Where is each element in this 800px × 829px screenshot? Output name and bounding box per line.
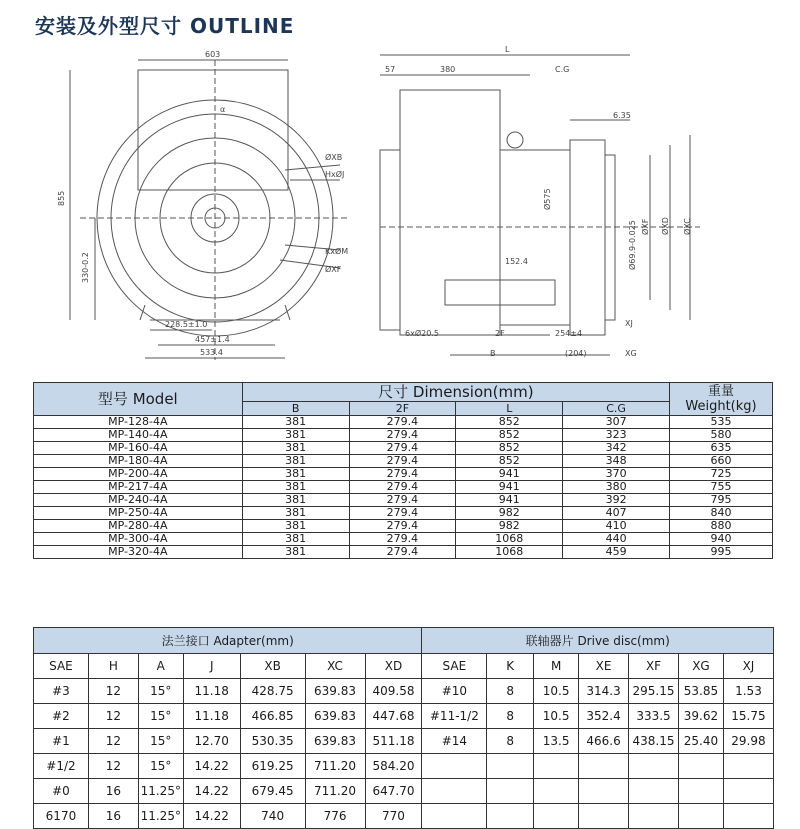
adapter-cell: 11.25°	[138, 804, 183, 829]
adapter-cell: 428.75	[240, 679, 305, 704]
disc-cell	[723, 754, 773, 779]
adapter-cell: 679.45	[240, 779, 305, 804]
svg-text:254±4: 254±4	[555, 329, 583, 338]
table-cell: MP-200-4A	[34, 468, 243, 481]
svg-text:HxØJ: HxØJ	[325, 170, 345, 179]
svg-text:L: L	[505, 45, 510, 54]
disc-cell	[678, 754, 723, 779]
adapter-cell: 14.22	[183, 804, 240, 829]
adapter-col-header: XD	[365, 654, 422, 679]
table-row	[34, 704, 774, 729]
adapter-cell: 15°	[138, 754, 183, 779]
table-row	[34, 429, 773, 442]
table-row	[34, 520, 773, 533]
table-cell: 279.4	[349, 546, 456, 559]
table-cell: 795	[670, 494, 773, 507]
svg-text:C.G: C.G	[555, 65, 570, 74]
table-cell: 459	[563, 546, 670, 559]
adapter-cell: 16	[88, 779, 138, 804]
disc-cell: 15.75	[723, 704, 773, 729]
table-cell: 381	[242, 520, 349, 533]
disc-cell: 1.53	[723, 679, 773, 704]
table-row	[34, 804, 774, 829]
svg-text:α: α	[220, 105, 226, 114]
disc-cell: 53.85	[678, 679, 723, 704]
disc-cell	[422, 754, 487, 779]
table-cell: 995	[670, 546, 773, 559]
disc-cell	[534, 754, 579, 779]
table-cell: MP-320-4A	[34, 546, 243, 559]
adapter-cell: 12	[88, 754, 138, 779]
adapter-cell: 639.83	[305, 704, 365, 729]
svg-text:152.4: 152.4	[505, 257, 528, 266]
disc-cell: 352.4	[579, 704, 629, 729]
table-row	[34, 679, 774, 704]
table-cell: 381	[242, 546, 349, 559]
col-cg: C.G	[563, 402, 670, 416]
disc-col-header: SAE	[422, 654, 487, 679]
disc-cell: 39.62	[678, 704, 723, 729]
adapter-cell: 16	[88, 804, 138, 829]
adapter-cell: 647.70	[365, 779, 422, 804]
svg-text:603: 603	[205, 50, 221, 59]
disc-cell: 25.40	[678, 729, 723, 754]
adapter-cell: 776	[305, 804, 365, 829]
disc-cell	[629, 779, 679, 804]
weight-header	[670, 383, 773, 416]
disc-cell: 8	[487, 704, 534, 729]
table-cell: MP-160-4A	[34, 442, 243, 455]
table-cell: 852	[456, 455, 563, 468]
disc-col-header: XF	[629, 654, 679, 679]
weight-header-en: Weight(kg)	[685, 399, 757, 414]
table-cell: 279.4	[349, 468, 456, 481]
adapter-cell: #1	[34, 729, 89, 754]
table-cell: 279.4	[349, 507, 456, 520]
disc-header: 联轴器片 Drive disc(mm)	[422, 628, 774, 654]
disc-cell: 438.15	[629, 729, 679, 754]
table-cell: 381	[242, 533, 349, 546]
adapter-cell: 11.18	[183, 679, 240, 704]
table-cell: 852	[456, 429, 563, 442]
col-l: L	[456, 402, 563, 416]
table-cell: 279.4	[349, 429, 456, 442]
table-row	[34, 533, 773, 546]
disc-cell: 314.3	[579, 679, 629, 704]
table-cell: 840	[670, 507, 773, 520]
table-cell: 381	[242, 442, 349, 455]
table-cell: 279.4	[349, 494, 456, 507]
weight-header-cn: 重量	[708, 384, 735, 399]
table-cell: MP-128-4A	[34, 416, 243, 429]
disc-cell	[487, 779, 534, 804]
table-cell: 940	[670, 533, 773, 546]
adapter-col-header: XC	[305, 654, 365, 679]
svg-text:6xØ20.5: 6xØ20.5	[405, 329, 439, 338]
adapter-cell: 12.70	[183, 729, 240, 754]
table-row	[34, 468, 773, 481]
dimension-table	[33, 382, 773, 559]
disc-cell: 8	[487, 729, 534, 754]
table-cell: 1068	[456, 533, 563, 546]
adapter-cell: #3	[34, 679, 89, 704]
adapter-cell: #0	[34, 779, 89, 804]
table-cell: 381	[242, 481, 349, 494]
svg-text:ØXF: ØXF	[325, 265, 342, 274]
disc-cell: #11-1/2	[422, 704, 487, 729]
table-cell: MP-300-4A	[34, 533, 243, 546]
adapter-col-header: XB	[240, 654, 305, 679]
disc-cell	[534, 779, 579, 804]
disc-cell: 466.6	[579, 729, 629, 754]
svg-text:XG: XG	[625, 349, 637, 358]
adapter-cell: 466.85	[240, 704, 305, 729]
svg-text:330-0.2: 330-0.2	[81, 252, 90, 283]
table-cell: 755	[670, 481, 773, 494]
disc-cell	[678, 779, 723, 804]
table-cell: 348	[563, 455, 670, 468]
adapter-cell: 409.58	[365, 679, 422, 704]
adapter-col-header: J	[183, 654, 240, 679]
disc-cell	[629, 754, 679, 779]
disc-cell	[422, 804, 487, 829]
table-cell: 635	[670, 442, 773, 455]
table-cell: 381	[242, 468, 349, 481]
table-cell: 381	[242, 429, 349, 442]
col-b: B	[242, 402, 349, 416]
adapter-cell: 619.25	[240, 754, 305, 779]
table-cell: MP-250-4A	[34, 507, 243, 520]
adapter-cell: 639.83	[305, 729, 365, 754]
svg-text:ØXF: ØXF	[641, 218, 650, 235]
disc-col-header: XJ	[723, 654, 773, 679]
adapter-cell: 14.22	[183, 754, 240, 779]
adapter-cell: 14.22	[183, 779, 240, 804]
adapter-cell: 530.35	[240, 729, 305, 754]
svg-text:(204): (204)	[565, 349, 587, 358]
table-row	[34, 416, 773, 429]
table-cell: 1068	[456, 546, 563, 559]
disc-cell	[678, 804, 723, 829]
table-cell: 279.4	[349, 442, 456, 455]
table-cell: 880	[670, 520, 773, 533]
disc-cell	[579, 779, 629, 804]
svg-text:Ø69.9-0.025: Ø69.9-0.025	[628, 220, 637, 270]
adapter-cell: 12	[88, 704, 138, 729]
disc-cell	[579, 754, 629, 779]
disc-cell	[629, 804, 679, 829]
table-cell: MP-240-4A	[34, 494, 243, 507]
page-title: 安装及外型尺寸 OUTLINE	[35, 14, 295, 38]
adapter-cell: 15°	[138, 729, 183, 754]
adapter-col-header: A	[138, 654, 183, 679]
disc-cell: 29.98	[723, 729, 773, 754]
table-cell: 725	[670, 468, 773, 481]
table-row	[34, 442, 773, 455]
table-cell: 660	[670, 455, 773, 468]
table-cell: 941	[456, 494, 563, 507]
table-cell: 982	[456, 507, 563, 520]
table-cell: 852	[456, 442, 563, 455]
table-cell: 381	[242, 507, 349, 520]
adapter-cell: #1/2	[34, 754, 89, 779]
table-cell: 380	[563, 481, 670, 494]
disc-cell	[487, 754, 534, 779]
svg-text:ØXB: ØXB	[325, 153, 343, 162]
adapter-cell: #2	[34, 704, 89, 729]
disc-cell	[534, 804, 579, 829]
svg-text:457±1.4: 457±1.4	[195, 335, 230, 344]
disc-cell	[487, 804, 534, 829]
adapter-cell: 770	[365, 804, 422, 829]
adapter-cell: 711.20	[305, 779, 365, 804]
svg-text:ØXC: ØXC	[683, 218, 692, 235]
dimension-header: 尺寸 Dimension(mm)	[242, 383, 669, 402]
table-cell: 381	[242, 455, 349, 468]
table-cell: 852	[456, 416, 563, 429]
table-cell: 982	[456, 520, 563, 533]
adapter-cell: 11.18	[183, 704, 240, 729]
table-cell: 407	[563, 507, 670, 520]
table-cell: 392	[563, 494, 670, 507]
table-cell: 381	[242, 494, 349, 507]
adapter-cell: 15°	[138, 704, 183, 729]
table-cell: 440	[563, 533, 670, 546]
adapter-cell: 511.18	[365, 729, 422, 754]
table-cell: 381	[242, 416, 349, 429]
table-cell: 279.4	[349, 416, 456, 429]
svg-text:228.5±1.0: 228.5±1.0	[165, 320, 208, 329]
disc-col-header: K	[487, 654, 534, 679]
table-cell: MP-180-4A	[34, 455, 243, 468]
table-row	[34, 494, 773, 507]
svg-text:Ø575: Ø575	[543, 188, 552, 210]
disc-col-header: M	[534, 654, 579, 679]
table-cell: 370	[563, 468, 670, 481]
disc-cell	[723, 804, 773, 829]
svg-text:6.35: 6.35	[613, 111, 631, 120]
adapter-disc-table	[33, 627, 774, 829]
table-cell: 279.4	[349, 533, 456, 546]
table-cell: 279.4	[349, 520, 456, 533]
adapter-cell: 15°	[138, 679, 183, 704]
outline-drawing	[50, 40, 770, 370]
disc-cell: 10.5	[534, 679, 579, 704]
disc-cell: #14	[422, 729, 487, 754]
disc-cell	[723, 779, 773, 804]
adapter-cell: 6170	[34, 804, 89, 829]
adapter-cell: 12	[88, 729, 138, 754]
col-2f: 2F	[349, 402, 456, 416]
disc-col-header: XG	[678, 654, 723, 679]
adapter-cell: 447.68	[365, 704, 422, 729]
table-cell: 279.4	[349, 455, 456, 468]
table-cell: MP-280-4A	[34, 520, 243, 533]
svg-text:533.4: 533.4	[200, 348, 223, 357]
table-row	[34, 729, 774, 754]
adapter-cell: 584.20	[365, 754, 422, 779]
table-cell: 323	[563, 429, 670, 442]
table-cell: 342	[563, 442, 670, 455]
disc-cell	[579, 804, 629, 829]
disc-cell: 13.5	[534, 729, 579, 754]
adapter-col-header: H	[88, 654, 138, 679]
table-cell: MP-217-4A	[34, 481, 243, 494]
table-cell: 941	[456, 468, 563, 481]
adapter-header: 法兰接口 Adapter(mm)	[34, 628, 422, 654]
svg-text:2F: 2F	[495, 329, 505, 338]
adapter-cell: 639.83	[305, 679, 365, 704]
table-cell: 580	[670, 429, 773, 442]
table-cell: 279.4	[349, 481, 456, 494]
svg-text:57: 57	[385, 65, 396, 74]
svg-text:KxØM: KxØM	[325, 247, 349, 256]
table-row	[34, 546, 773, 559]
adapter-col-header: SAE	[34, 654, 89, 679]
adapter-cell: 711.20	[305, 754, 365, 779]
svg-text:380: 380	[440, 65, 456, 74]
table-cell: 410	[563, 520, 670, 533]
svg-text:XJ: XJ	[625, 319, 633, 328]
table-row	[34, 507, 773, 520]
table-row	[34, 779, 774, 804]
table-row	[34, 481, 773, 494]
svg-text:ØXD: ØXD	[661, 217, 670, 235]
table-row	[34, 455, 773, 468]
svg-text:855: 855	[57, 190, 66, 206]
disc-cell: 10.5	[534, 704, 579, 729]
disc-cell: 333.5	[629, 704, 679, 729]
table-cell: MP-140-4A	[34, 429, 243, 442]
disc-cell	[422, 779, 487, 804]
disc-cell: #10	[422, 679, 487, 704]
disc-cell: 295.15	[629, 679, 679, 704]
adapter-cell: 12	[88, 679, 138, 704]
disc-cell: 8	[487, 679, 534, 704]
table-cell: 941	[456, 481, 563, 494]
adapter-cell: 11.25°	[138, 779, 183, 804]
svg-text:B: B	[490, 349, 496, 358]
table-cell: 535	[670, 416, 773, 429]
disc-col-header: XE	[579, 654, 629, 679]
table-row	[34, 754, 774, 779]
adapter-cell: 740	[240, 804, 305, 829]
model-header: 型号 Model	[34, 383, 243, 416]
table-cell: 307	[563, 416, 670, 429]
